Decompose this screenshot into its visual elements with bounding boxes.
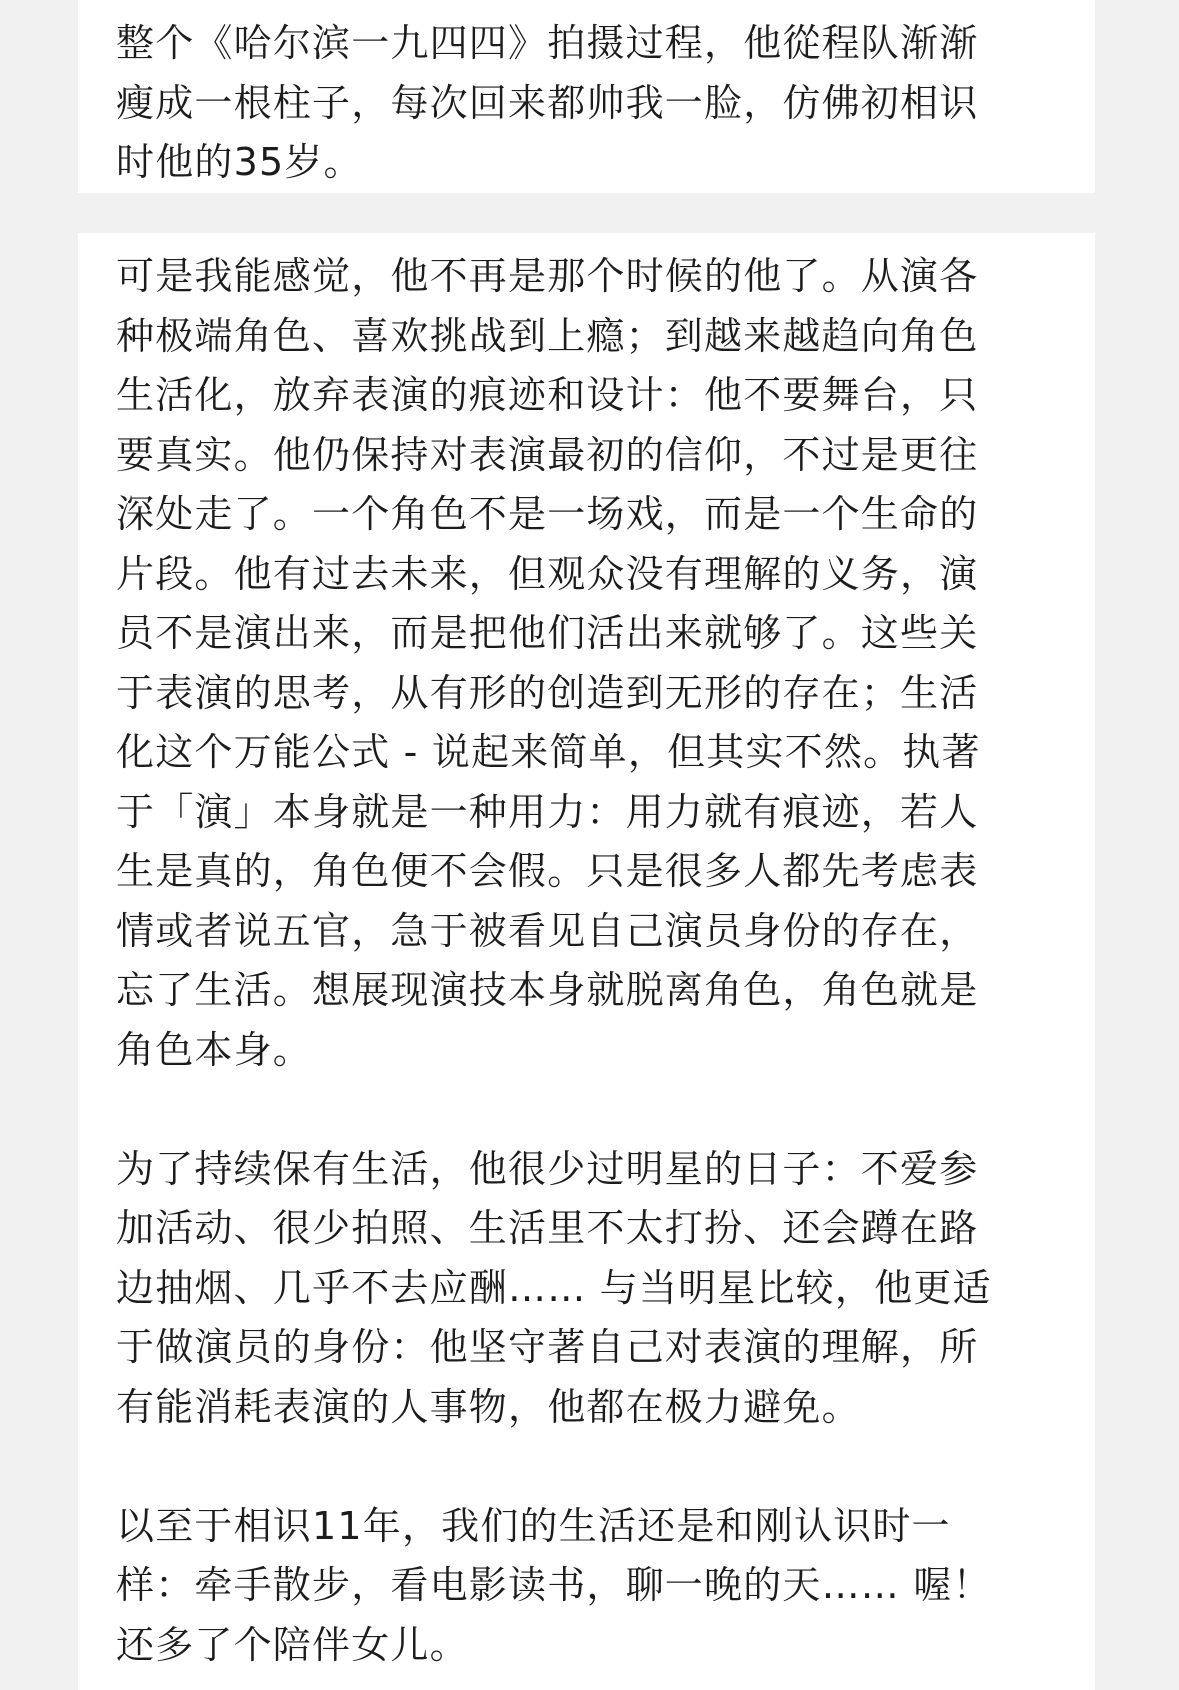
paragraph-intro — [116, 14, 1065, 193]
text-line: 可是我能感觉，他不再是那个时候的他了。从演各 — [116, 254, 979, 298]
paragraph-lifestyle — [116, 1140, 1065, 1438]
paragraph-closing — [116, 1497, 1065, 1676]
text-line: 生活化，放弃表演的痕迹和设计：他不要舞台，只 — [116, 373, 979, 417]
text-line: 忘了生活。想展现演技本身就脱离角色，角色就是 — [116, 968, 979, 1012]
text-line: 整个《哈尔滨一九四四》拍摄过程，他從程队渐渐 — [116, 21, 979, 65]
paragraph-spacer — [116, 1080, 1065, 1140]
text-line: 员不是演出来，而是把他们活出来就够了。这些关 — [116, 611, 979, 655]
paragraph-spacer — [116, 1437, 1065, 1497]
text-line: 要真实。他仍保持对表演最初的信仰，不过是更往 — [116, 432, 979, 477]
text-line: 还多了个陪伴女儿。 — [116, 1622, 469, 1667]
text-line: 情或者说五官，急于被看见自己演员身份的存在， — [116, 908, 979, 953]
text-card-main — [78, 233, 1095, 1690]
text-line: 有能消耗表演的人事物，他都在极力避免。 — [116, 1384, 861, 1429]
text-line: 片段。他有过去未来，但观众没有理解的义务，演 — [116, 551, 979, 596]
text-line: 为了持续保有生活，他很少过明星的日子：不爱参 — [116, 1146, 979, 1191]
text-line: 种极端角色、喜欢挑战到上瘾；到越来越趋向角色 — [116, 313, 979, 358]
text-line: 深处走了。一个角色不是一场戏，而是一个生命的 — [116, 492, 979, 536]
text-line: 生是真的，角色便不会假。只是很多人都先考虑表 — [116, 849, 979, 893]
text-line: 化这个万能公式 - 说起来简单，但其实不然。执著 — [116, 730, 981, 774]
paragraph-acting — [116, 247, 1065, 1080]
text-line: 角色本身。 — [116, 1027, 313, 1072]
text-line: 于「演」本身就是一种用力：用力就有痕迹，若人 — [116, 789, 979, 834]
text-line: 样：牵手散步，看电影读书，聊一晚的天…… 喔！ — [116, 1563, 992, 1607]
text-line: 于表演的思考，从有形的创造到无形的存在；生活 — [116, 670, 979, 715]
text-line: 边抽烟、几乎不去应酬…… 与当明星比较，他更适 — [116, 1265, 992, 1310]
text-line: 以至于相识11年，我们的生活还是和刚认识时一 — [116, 1503, 951, 1548]
text-line: 瘦成一根柱子，每次回来都帅我一脸，仿佛初相识 — [116, 80, 979, 125]
text-line: 于做演员的身份：他坚守著自己对表演的理解，所 — [116, 1325, 979, 1369]
text-line: 时他的35岁。 — [116, 140, 363, 184]
text-card-top — [78, 0, 1095, 193]
text-line: 加活动、很少拍照、生活里不太打扮、还会蹲在路 — [116, 1206, 979, 1250]
